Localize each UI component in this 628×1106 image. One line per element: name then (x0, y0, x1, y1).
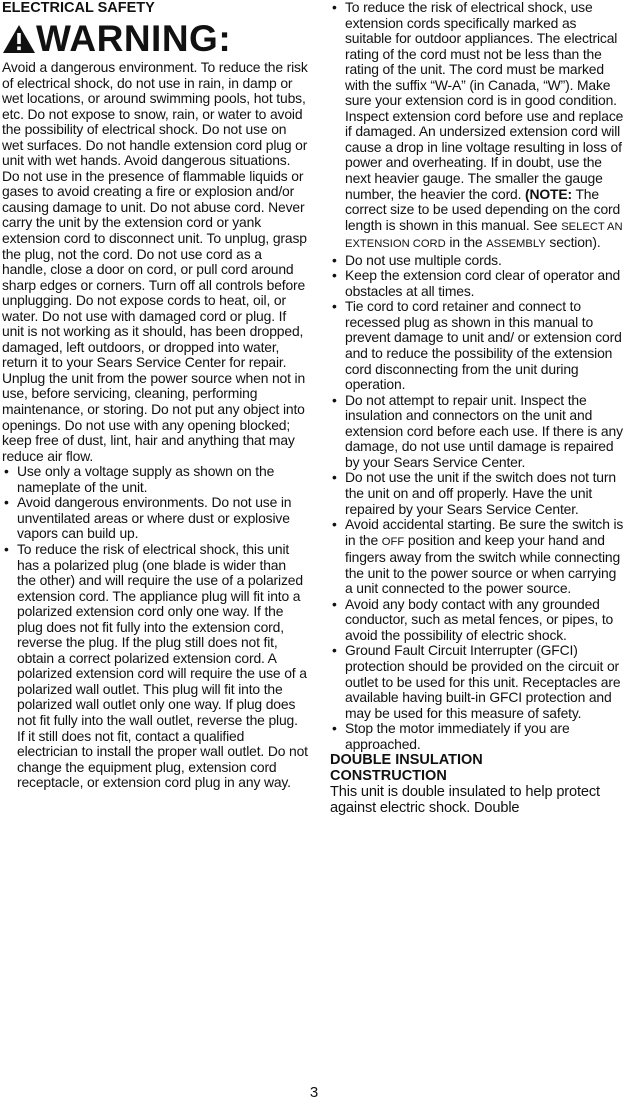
bullet-icon: • (332, 267, 337, 284)
list-item (330, 721, 626, 752)
list-item-text: Avoid dangerous environments. Do not use in unventilated areas or where dust or explosive vapors can build up. (17, 494, 292, 542)
list-item (2, 464, 308, 495)
list-item-text: Do not use the unit if the switch does not turn the unit on and off properly. Have the unit repaired by your Sears Service Center. (345, 469, 616, 517)
warning-triangle-icon (2, 24, 36, 54)
off-switch-text-end: position and keep your hand and fingers away from the switch while connecting the unit to the power source or when carrying a unit connected to the power source. (345, 531, 621, 597)
bullet-icon: • (4, 540, 9, 557)
list-item (330, 597, 626, 644)
list-item (330, 643, 626, 721)
list-item-text: Use only a voltage supply as shown on the nameplate of the unit. (17, 463, 275, 495)
list-item-text: Tie cord to cord retainer and connect to recessed plug as shown in this manual to prevent damage to unit and/ or extension cord and to reduce the possibility of the extension cord disconnecting from the unit during operation. (345, 298, 622, 393)
right-bullet-list (330, 0, 626, 752)
electrical-safety-heading: ELECTRICAL SAFETY (2, 0, 155, 16)
bullet-icon: • (332, 469, 337, 486)
list-item-text (345, 0, 623, 250)
list-item-text: Stop the motor immediately if you are approached. (345, 720, 570, 752)
left-column (2, 0, 308, 791)
list-item-text: Do not attempt to repair unit. Inspect the insulation and connectors on the unit and extension cord before each use. If there is any damage, do not use until damage is repaired by your Sears Service Center. (345, 391, 623, 470)
bullet-icon: • (332, 595, 337, 612)
list-item (330, 299, 626, 392)
extension-cord-text: To reduce the risk of electrical shock, use extension cords specifically marked as suitable for outdoor appliances. The electrical rating of the cord must not be less than the rating of the unit. The cord must be marked with the suffix “W-A” (in Canada, “W”). Make sure your extension cord is in good condition. Inspect extension cord before use and replace if damaged. An undersized extension cord will cause a drop in line voltage resulting in loss of power and overheating. If in doubt, use the next heavier gauge. The smaller the gauge number, the heavier the cord. (345, 0, 624, 202)
list-item-text: To reduce the risk of electrical shock, this unit has a polarized plug (one blade is wider than the other) and will require the use of a polarized extension cord. The appliance plug will fit into a polarized extension cord only one way. If the plug does not fit fully into the extension cord, reverse the plug. If the plug still does not fit, obtain a correct polarized extension cord. A polarized extension cord will require the use of a polarized wall outlet. This plug will fit into the polarized wall outlet only one way. If plug does not fit fully into the wall outlet, reverse the plug. If it still does not fit, contact a qualified electrician to install the proper wall outlet. Do not change the equipment plug, extension cord receptacle, or extension cord plug in any way. (17, 540, 308, 791)
bullet-icon: • (332, 298, 337, 315)
list-item-text: Keep the extension cord clear of operator and obstacles at all times. (345, 267, 621, 299)
extension-cord-note-text: The correct size to be used depending on the cord length is shown in this manual. See (345, 185, 621, 233)
list-item (2, 495, 308, 542)
warning-title: WARNING: (36, 18, 232, 59)
bullet-icon: • (332, 391, 337, 408)
off-switch-text: Avoid accidental starting. Be sure the switch is in the (345, 516, 624, 548)
list-item (330, 470, 626, 517)
bullet-icon: • (4, 494, 9, 511)
warning-intro-paragraph: Avoid a dangerous environment. To reduce the risk of electrical shock, do not use in rain, in damp or wet locations, or around swimming pools, hot tubs, etc. Do not expose to snow, rain, or water to avoid the possibility of electrical shock. Do not use on wet surfaces. Do not handle extension cord plug or unit with wet hands. Avoid dangerous situations. Do not use in the presence of flammable liquids or gases to avoid creating a fire or explosion and/or causing damage to unit. Do not abuse cord. Never carry the unit by the extension cord or yank extension cord to disconnect unit. To unplug, grasp the plug, not the cord. Do not use cord as a handle, close a door on cord, or pull cord around sharp edges or corners. Turn off all controls before unplugging. Do not expose cords to heat, oil, or water. Do not use with damaged cord or plug. If unit is not working as it should, has been dropped, damaged, left outdoors, or dropped into water, return it to your Sears Service Center for repair. Unplug the unit from the power source when not in use, before servicing, cleaning, performing maintenance, or storing. Do not put any object into openings. Do not use with any opening blocked; keep free of dust, lint, hair and anything that may reduce air flow. (2, 59, 308, 464)
list-item-text: Do not use multiple cords. (345, 251, 502, 268)
bullet-icon: • (4, 463, 9, 480)
double-insulation-paragraph: This unit is double insulated to help protect against electric shock. Double (330, 784, 600, 817)
note-label: (NOTE: (525, 185, 572, 202)
bullet-icon: • (332, 720, 337, 737)
list-item (330, 393, 626, 471)
left-bullet-list (2, 464, 308, 790)
list-item (330, 253, 626, 269)
list-item-text (345, 516, 623, 596)
off-label: OFF (381, 535, 405, 548)
bullet-icon: • (332, 642, 337, 659)
list-item (2, 542, 308, 791)
bullet-icon: • (332, 0, 337, 15)
list-item-text: Ground Fault Circuit Interrupter (GFCI) protection should be provided on the circuit or outlet to be used for this unit. Receptacles are available having built-in GFCI protection and may be used for this measure of safety. (345, 642, 621, 721)
list-item (330, 0, 626, 253)
double-insulation-heading (330, 752, 626, 784)
bullet-icon: • (332, 251, 337, 268)
section-reference: ASSEMBLY (486, 238, 546, 251)
list-item-text: Avoid any body contact with any grounded conductor, such as metal fences, or pipes, to avoid the possibility of electric shock. (345, 595, 614, 643)
double-insulation-heading-line1: DOUBLE INSULATION (330, 752, 483, 769)
right-column (330, 0, 626, 816)
list-item (330, 517, 626, 597)
reference-connector-text: in the (445, 234, 487, 251)
bullet-icon: • (332, 516, 337, 533)
reference-end-text: section). (545, 234, 601, 251)
page-number: 3 (309, 1084, 319, 1101)
double-insulation-heading-line2: CONSTRUCTION (330, 768, 447, 785)
list-item (330, 268, 626, 299)
warning-banner (2, 20, 308, 58)
section-reference: SELECT AN EXTENSION CORD (345, 220, 623, 251)
